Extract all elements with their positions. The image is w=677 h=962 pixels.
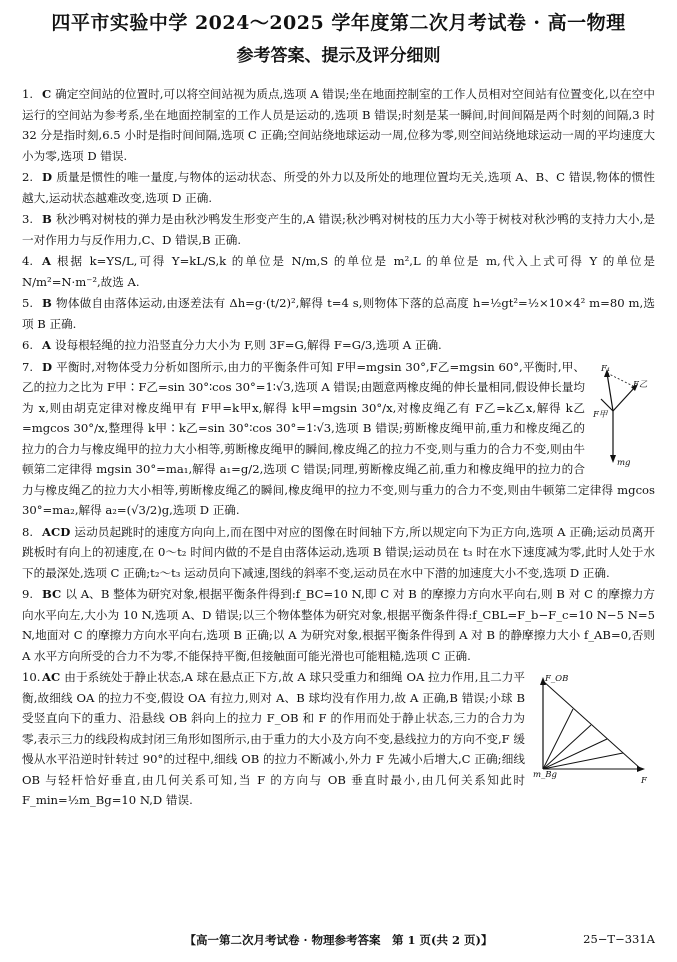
explanation-text: 确定空间站的位置时,可以将空间站视为质点,选项 A 错误;坐在地面控制室的工作人员相对空间站有位置变化,以在空中运行的空间站为参考系,坐在地面控制室的工作人员是运动的,选项 B 错误;时刻是某一瞬间,时间间隔是两个时刻的间隔,3 时 32 分是指时刻,6.5 小时是指时间间隔,选项 C 正确;空间站绕地球运动一周,位移为零,则空间站绕地球运动一周的平均速度大小为零,选项 D 错误. — [22, 87, 655, 163]
question-6 — [22, 335, 655, 356]
question-9 — [22, 584, 655, 666]
question-1 — [22, 84, 655, 166]
question-3 — [22, 209, 655, 250]
force-label: mg — [617, 457, 631, 468]
page-title: 四平市实验中学 2024～2025 学年度第二次月考试卷 · 高一物理 — [51, 12, 626, 34]
answer-key: B — [42, 296, 52, 310]
force-label: F₁ — [601, 363, 611, 374]
answer-key: C — [42, 87, 52, 101]
answer-key: A — [42, 338, 51, 352]
question-number: 10. — [22, 670, 41, 684]
question-2 — [22, 167, 655, 208]
explanation-text: 质量是惯性的唯一量度,与物体的运动状态、所受的外力以及所处的地理位置均无关,选项 A、B、C 错误,物体的惯性越大,运动状态越难改变,选项 D 正确. — [22, 170, 655, 205]
explanation-text: 设每根轻绳的拉力沿竖直分力大小为 F,则 3F=G,解得 F=G/3,选项 A 正确. — [55, 338, 442, 352]
question-number: 1. — [22, 87, 34, 101]
answer-key: A — [42, 254, 51, 268]
page-subtitle: 参考答案、提示及评分细则 — [236, 46, 441, 66]
question-number: 7. — [22, 359, 34, 374]
explanation-text: 秋沙鸭对树枝的弹力是由秋沙鸭发生形变产生的,A 错误;秋沙鸭对树枝的压力大小等于树枝对秋沙鸭的支持力大小,是一对作用力与反作用力,C、D 错误,B 正确. — [22, 212, 655, 247]
question-5 — [22, 293, 655, 334]
explanation-text: 以 A、B 整体为研究对象,根据平衡条件得到:f_BC=10 N,即 C 对 B 的摩擦力方向水平向右,则 B 对 C 的摩擦力方向水平向左,大小为 10 N,选项 A、D 错误;以三个物体整体为研究对象,根据平衡条件得:f_CBL=F_b−F_c=10 N−5 N=5 N,地面对 C 的摩擦力方向水平向右,选项 B 正确;以 A 为研究对象,根据平衡条件得到 A 对 B 的静摩擦力大小 f_AB=0,否则 A 水平方向所受的合力不为零,不能保持平衡,但接触面可能光滑也可能粗糙,选项 C 正确. — [22, 587, 655, 663]
question-number: 2. — [22, 170, 34, 184]
force-diagram-7 — [593, 359, 649, 467]
answer-key: AC — [42, 670, 61, 684]
explanation-text: 物体做自由落体运动,由逐差法有 Δh=g·(t/2)²,解得 t=4 s,则物体下落的总高度 h=½gt²=½×10×4² m=80 m,选项 B 正确. — [22, 296, 655, 331]
question-4 — [22, 251, 655, 292]
answer-key: B — [42, 212, 52, 226]
answer-key: BC — [42, 587, 62, 601]
question-number: 8. — [22, 524, 34, 539]
question-number: 5. — [22, 296, 34, 310]
force-label: F — [641, 776, 647, 786]
explanation-text: 运动员起跳时的速度方向向上,而在图中对应的图像在时间轴下方,所以规定向下为正方向,选项 A 正确;运动员离开跳板时有向上的初速度,在 0～t₂ 时间内做的不是自由落体运动,选项 B 错误;运动员在 t₃ 时在水下速度减为零,此时人处于水下的最深处,选项 C 正确;t₂～t₃ 运动员向下减速,图线的斜率不变,运动员在水中下潜的加速度大小不变,选项 D 正确. — [22, 524, 655, 580]
paper-code: 25−T−331A — [583, 932, 655, 946]
answer-key: D — [42, 359, 53, 374]
answer-key: D — [42, 170, 53, 184]
question-8 — [22, 522, 655, 584]
question-10 — [22, 667, 655, 811]
explanation-text: 根据 k=YS/L,可得 Y=kL/S,k 的单位是 N/m,S 的单位是 m²,L 的单位是 m,代入上式可得 Y 的单位是 N/m²=N·m⁻²,故选 A. — [22, 254, 655, 289]
explanation-text: 由于系统处于静止状态,A 球在悬点正下方,故 A 球只受重力和细绳 OA 拉力作用,且二力平衡,故细线 OA 的拉力不变,假设 OA 有拉力,则对 A、B 球均没有作用力,故 A 正确,B 错误;小球 B 受竖直向下的重力、沿悬线 OB 斜向上的拉力 F_OB 和 F 的作用而处于静止状态,三力的合力为零,表示三力的线段构成封闭三角形如图所示,由于重力的大小及方向不变,悬线拉力的方向不变,F 缓慢从水平沿逆时针转过 90°的过程中,细线 OB 的拉力不断减小,外力 F 先减小后增大,C 正确;细线 OB 与轻杆恰好垂直,由几何关系可知,当 F 的方向与 OB 垂直时最小,由几何关系知此时 F_min=½m_Bg=10 N,D 错误. — [22, 670, 525, 807]
question-number: 3. — [22, 212, 34, 226]
force-label: F甲 — [593, 409, 608, 420]
page-footer — [0, 932, 677, 948]
answer-key: ACD — [42, 524, 71, 539]
question-7 — [22, 357, 655, 521]
force-label: F_OB — [545, 674, 569, 684]
question-number: 9. — [22, 587, 34, 601]
question-number: 4. — [22, 254, 34, 268]
footer-caption: 【高一第二次月考试卷 · 物理参考答案 第 1 页(共 2 页)】 — [184, 933, 493, 947]
force-label: m_Bg — [533, 770, 557, 780]
force-triangle-diagram-10 — [533, 669, 651, 786]
force-label: F乙 — [633, 379, 648, 390]
question-number: 6. — [22, 338, 34, 352]
explanation-text: 平衡时,对物体受力分析如图所示,由力的平衡条件可知 F甲=mgsin 30°,F乙=mgsin 60°,平衡时,甲、乙的拉力之比为 F甲∶F乙=sin 30°∶cos 30°=1∶√3,选项 A 错误;由题意两橡皮绳的伸长量相同,假设伸长量均为 x,则由胡克定律对橡皮绳甲有 F甲=k甲x,解得 k甲=mgsin 30°/x,对橡皮绳乙有 F乙=k乙x,解得 k乙=mgcos 30°/x,整理得 k甲∶k乙=sin 30°∶cos 30°=1∶√3,选项 B 错误;剪断橡皮绳甲前,重力和橡皮绳乙的拉力的合力与橡皮绳甲的拉力大小相等,剪断橡皮绳甲的瞬间,橡皮绳乙的拉力不变,则与重力的合力不变,则由牛顿第二定律得 mgsin 30°=ma₁,解得 a₁=g/2,选项 C 错误;同理,剪断橡皮绳乙前,重力和橡皮绳甲的拉力的合力与橡皮绳乙的拉力大小相等,剪断橡皮绳乙的瞬间,橡皮绳甲的拉力不变,则与重力的合力不变,则由牛顿第二定律得 mgcos 30°=ma₂,解得 a₂=(√3/2)g,选项 D 正确. — [22, 359, 655, 517]
